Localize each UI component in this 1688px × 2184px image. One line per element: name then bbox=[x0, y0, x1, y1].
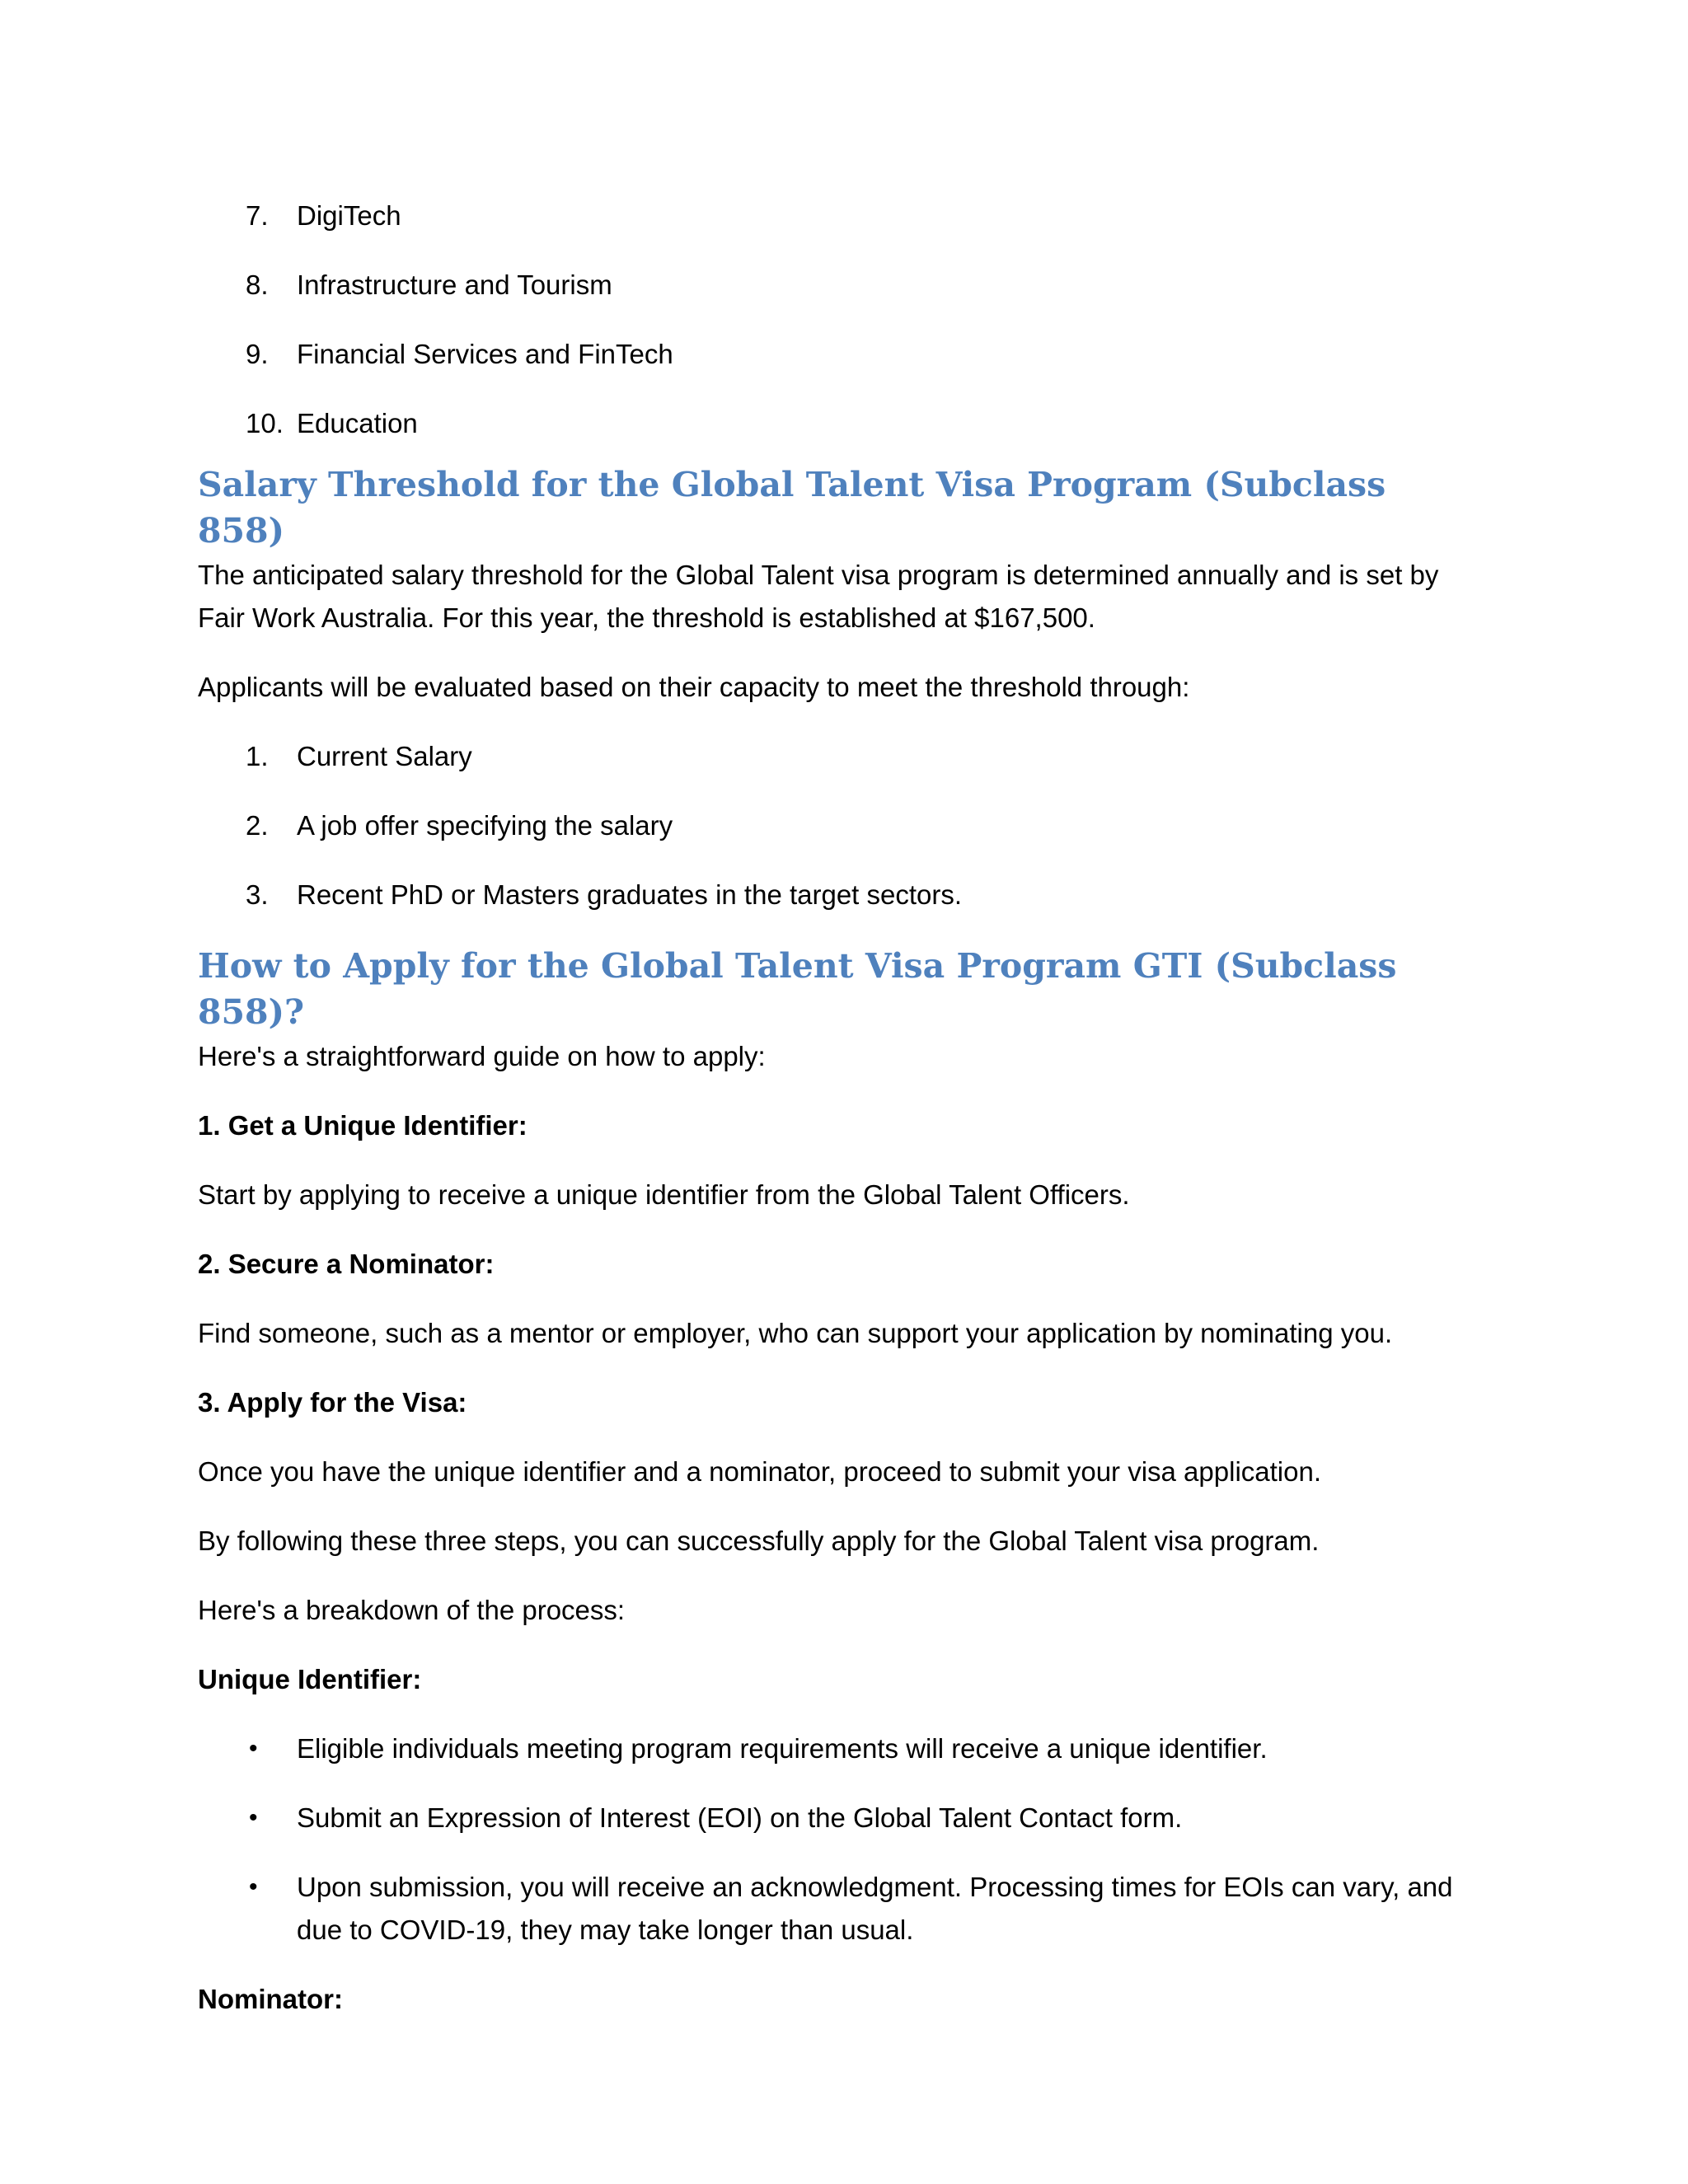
list-number: 1. bbox=[246, 741, 269, 771]
list-item bbox=[198, 194, 1484, 237]
step3-title: 3. Apply for the Visa: bbox=[198, 1387, 467, 1418]
bullet-item bbox=[198, 1797, 1484, 1840]
bullet-item bbox=[198, 1727, 1484, 1770]
list-number: 7. bbox=[246, 200, 269, 231]
list-number: 10. bbox=[246, 408, 284, 438]
step1-title: 1. Get a Unique Identifier: bbox=[198, 1110, 528, 1141]
sector-list bbox=[198, 194, 1484, 445]
list-number: 2. bbox=[246, 810, 269, 841]
bullet-icon: • bbox=[249, 1735, 258, 1762]
nominator-title: Nominator: bbox=[198, 1984, 343, 2014]
list-item-text: DigiTech bbox=[297, 200, 401, 231]
evaluation-paragraph: Applicants will be evaluated based on their capacity to meet the threshold through: bbox=[198, 672, 1190, 702]
list-item bbox=[198, 333, 1484, 376]
how-to-apply-heading: How to Apply for the Global Talent Visa Program GTI (Subclass 858)? bbox=[198, 946, 1397, 1032]
list-item-text: Current Salary bbox=[297, 741, 472, 771]
list-item bbox=[198, 874, 1484, 916]
list-item-text: Financial Services and FinTech bbox=[297, 339, 673, 369]
step1-text: Start by applying to receive a unique identifier from the Global Talent Officers. bbox=[198, 1179, 1130, 1210]
bullet-text: Eligible individuals meeting program requirements will receive a unique identifier. bbox=[297, 1733, 1268, 1764]
list-item bbox=[198, 735, 1484, 778]
list-item-text: Education bbox=[297, 408, 418, 438]
salary-threshold-heading: Salary Threshold for the Global Talent Visa Program (Subclass 858) bbox=[198, 465, 1386, 551]
document-content bbox=[198, 194, 1484, 2047]
bullet-item bbox=[198, 1866, 1484, 1952]
list-item bbox=[198, 402, 1484, 445]
apply-intro-paragraph: Here's a straightforward guide on how to apply: bbox=[198, 1041, 766, 1071]
list-item-text: A job offer specifying the salary bbox=[297, 810, 673, 841]
bullet-text: Upon submission, you will receive an acknowledgment. Processing times for EOIs can vary, and due to COVID-19, they may take longer than usual. bbox=[297, 1872, 1453, 1945]
bullet-text: Submit an Expression of Interest (EOI) on the Global Talent Contact form. bbox=[297, 1802, 1183, 1833]
step2-text: Find someone, such as a mentor or employer, who can support your application by nominating you. bbox=[198, 1318, 1393, 1348]
summary-paragraph: By following these three steps, you can successfully apply for the Global Talent visa program. bbox=[198, 1526, 1320, 1556]
unique-identifier-bullet-list bbox=[198, 1727, 1484, 1952]
list-number: 8. bbox=[246, 269, 269, 300]
bullet-icon: • bbox=[249, 1873, 258, 1900]
unique-identifier-title: Unique Identifier: bbox=[198, 1664, 422, 1694]
list-number: 9. bbox=[246, 339, 269, 369]
list-number: 3. bbox=[246, 879, 269, 910]
list-item bbox=[198, 264, 1484, 307]
list-item-text: Infrastructure and Tourism bbox=[297, 269, 612, 300]
bullet-icon: • bbox=[249, 1804, 258, 1831]
list-item-text: Recent PhD or Masters graduates in the target sectors. bbox=[297, 879, 963, 910]
threshold-criteria-list bbox=[198, 735, 1484, 916]
step3-text: Once you have the unique identifier and a nominator, proceed to submit your visa application. bbox=[198, 1456, 1322, 1487]
list-item bbox=[198, 804, 1484, 847]
breakdown-intro-paragraph: Here's a breakdown of the process: bbox=[198, 1595, 626, 1625]
salary-threshold-paragraph: The anticipated salary threshold for the Global Talent visa program is determined annually and is set by Fair Work Australia. For this year, the threshold is established at $167,500. bbox=[198, 560, 1439, 633]
step2-title: 2. Secure a Nominator: bbox=[198, 1249, 495, 1279]
